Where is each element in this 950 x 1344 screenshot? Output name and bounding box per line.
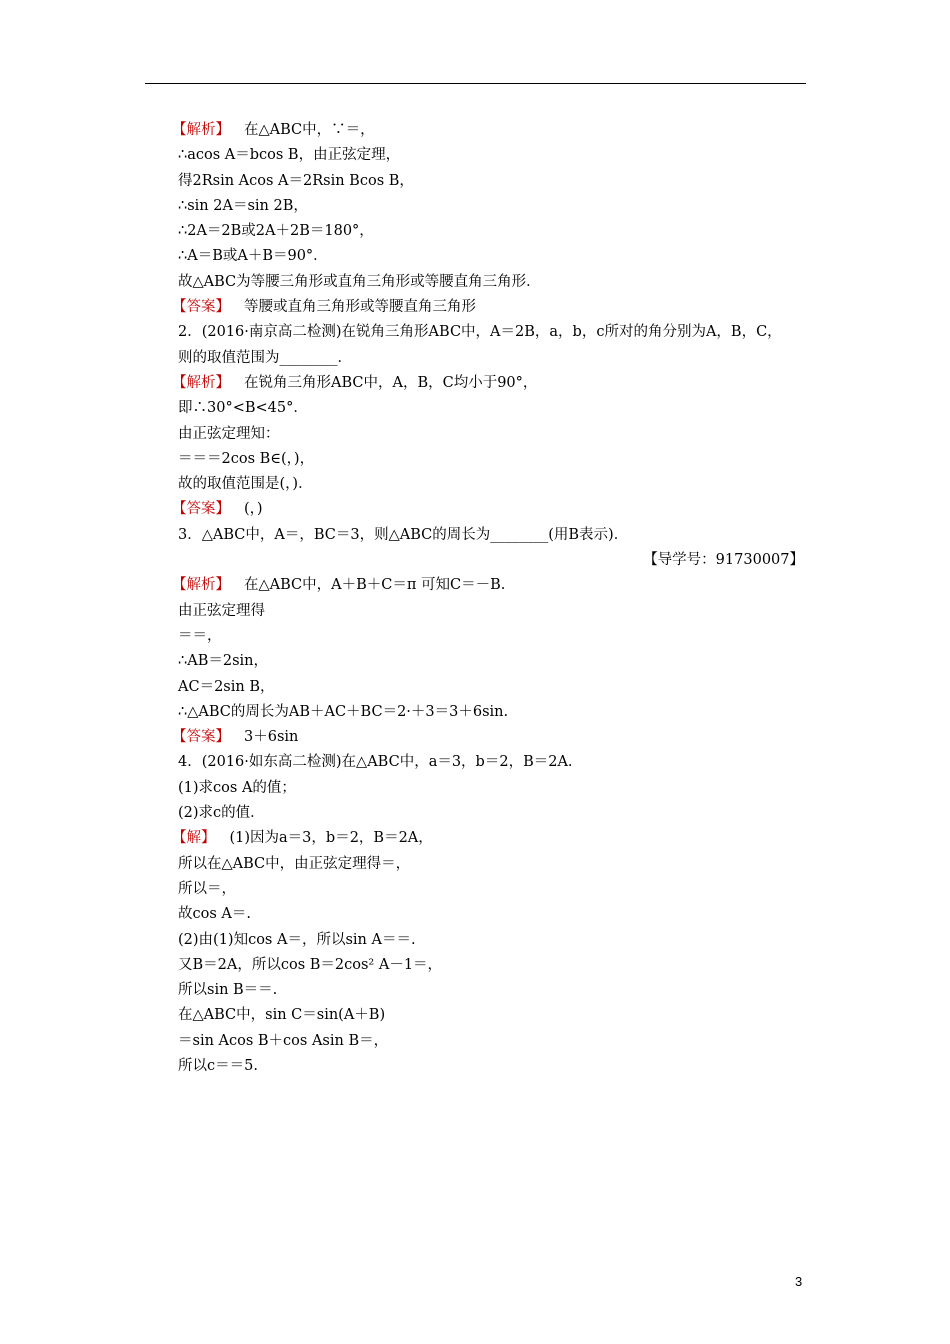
text-line <box>0 953 950 978</box>
line-text: 2．(2016·南京高二检测)在锐角三角形ABC中，A＝2B，a，b，c所对的角分别为A，B，C， <box>178 324 782 341</box>
text-line <box>0 472 950 497</box>
line-text: 则的取值范围为________． <box>178 349 352 366</box>
line-text: 3＋6sin <box>244 729 299 746</box>
line-text: 得2Rsin Acos A＝2Rsin Bcos B， <box>178 172 414 189</box>
line-text: (2)由(1)知cos A＝，所以sin A＝＝. <box>178 931 416 948</box>
line-text: 即∴30°<B<45°． <box>178 400 308 417</box>
section-tag: 【答案】 <box>172 501 230 518</box>
text-line <box>0 852 950 877</box>
text-line <box>0 750 950 775</box>
line-text: 故△ABC为等腰三角形或直角三角形或等腰直角三角形． <box>178 273 541 290</box>
line-text: 在△ABC中，A＋B＋C＝π 可知C＝－B. <box>244 577 506 594</box>
text-line <box>0 219 950 244</box>
line-text: 在锐角三角形ABC中，A，B，C均小于90°， <box>244 374 538 391</box>
text-line <box>0 244 950 269</box>
section-tag: 【答案】 <box>172 729 230 746</box>
text-line <box>0 118 950 143</box>
line-text: 4．(2016·如东高二检测)在△ABC中，a＝3，b＝2，B＝2A. <box>178 754 573 771</box>
reference-number: 【导学号：91730007】 <box>643 552 804 569</box>
line-text: ＝＝， <box>178 627 222 644</box>
text-line <box>0 978 950 1003</box>
section-tag: 【解析】 <box>172 374 230 391</box>
text-line <box>0 320 950 345</box>
text-line <box>0 295 950 320</box>
line-text: ∴acos A＝bcos B，由正弦定理， <box>178 147 401 164</box>
line-text: 所以在△ABC中，由正弦定理得＝， <box>178 855 411 872</box>
document-body <box>0 118 950 1079</box>
text-line <box>0 573 950 598</box>
line-text: 3．△ABC中，A＝，BC＝3，则△ABC的周长为________(用B表示)． <box>178 526 629 543</box>
text-line <box>0 523 950 548</box>
line-text: 所以c＝＝5. <box>178 1057 258 1074</box>
line-text: (1)求cos A的值； <box>178 779 296 796</box>
text-line <box>0 270 950 295</box>
header-rule <box>145 83 806 84</box>
text-line <box>0 928 950 953</box>
text-line <box>0 801 950 826</box>
section-tag: 【解析】 <box>172 122 230 138</box>
text-line <box>0 447 950 472</box>
page-number: 3 <box>795 1274 803 1289</box>
text-line <box>0 649 950 674</box>
line-text: AC＝2sin B， <box>178 678 275 695</box>
text-line <box>0 194 950 219</box>
text-line <box>0 422 950 447</box>
line-text: ＝sin Acos B＋cos Asin B＝， <box>178 1032 389 1049</box>
line-text: 在△ABC中，∵＝， <box>244 122 375 138</box>
text-line <box>0 169 950 194</box>
line-text: 在△ABC中，sin C＝sin(A＋B) <box>178 1007 386 1024</box>
text-line <box>0 371 950 396</box>
line-text: (1)因为a＝3，b＝2，B＝2A， <box>229 830 433 847</box>
line-text: 等腰或直角三角形或等腰直角三角形 <box>244 299 476 316</box>
line-text: 故的取值范围是(，)． <box>178 476 313 493</box>
line-text: ∴2A＝2B或2A＋2B＝180°， <box>178 223 374 240</box>
line-text: 所以sin B＝＝. <box>178 982 278 999</box>
text-line <box>0 700 950 725</box>
line-text: 由正弦定理知： <box>178 425 280 442</box>
text-line <box>0 346 950 371</box>
text-line <box>0 624 950 649</box>
section-tag: 【答案】 <box>172 299 230 316</box>
section-tag: 【解】 <box>172 830 216 847</box>
section-tag: 【解析】 <box>172 577 230 594</box>
text-line <box>0 725 950 750</box>
line-text: ∴A＝B或A＋B＝90°． <box>178 248 328 265</box>
text-line <box>0 675 950 700</box>
text-line <box>0 143 950 168</box>
text-line <box>0 1054 950 1079</box>
text-line <box>0 1003 950 1028</box>
line-text: 所以＝， <box>178 880 236 897</box>
line-text: ∴AB＝2sin， <box>178 653 268 670</box>
text-line <box>0 599 950 624</box>
line-text: (，) <box>244 501 263 518</box>
text-line <box>0 497 950 522</box>
line-text: ∴△ABC的周长为AB＋AC＋BC＝2·＋3＝3＋6sin. <box>178 703 509 720</box>
line-text: ∴sin 2A＝sin 2B， <box>178 197 308 214</box>
line-text: 故cos A＝. <box>178 906 251 923</box>
line-text: ＝＝＝2cos B∈(，)， <box>178 450 315 467</box>
text-line <box>0 1029 950 1054</box>
text-line <box>0 776 950 801</box>
line-text: 由正弦定理得 <box>178 602 265 619</box>
text-line <box>0 548 950 573</box>
text-line <box>0 826 950 851</box>
line-text: (2)求c的值． <box>178 805 265 822</box>
text-line <box>0 902 950 927</box>
text-line <box>0 877 950 902</box>
text-line <box>0 396 950 421</box>
line-text: 又B＝2A，所以cos B＝2cos² A－1＝， <box>178 956 443 973</box>
